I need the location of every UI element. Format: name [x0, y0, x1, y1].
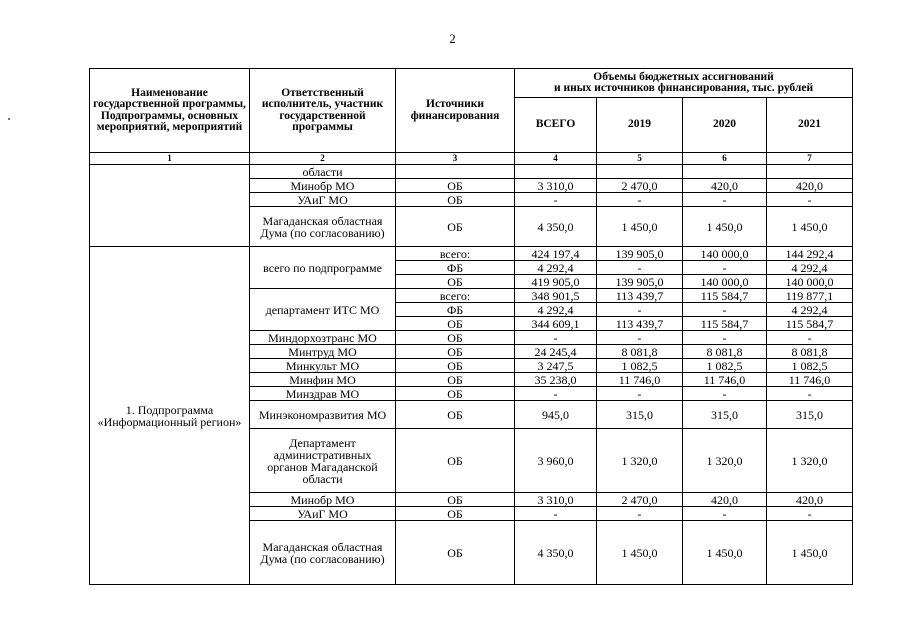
y2019-cell: 315,0 — [597, 401, 683, 429]
total-cell — [515, 165, 597, 179]
y2019-cell — [597, 165, 683, 179]
header-name: Наименование государственной программы, Подпрограммы, основных мероприятий, мероприятий — [90, 69, 250, 153]
source-cell: ОБ — [396, 193, 515, 207]
y2020-cell: - — [683, 507, 767, 521]
y2020-cell: - — [683, 331, 767, 345]
y2020-cell: 1 450,0 — [683, 521, 767, 585]
y2019-cell: 11 746,0 — [597, 373, 683, 387]
total-cell: 424 197,4 — [515, 247, 597, 261]
y2021-cell: - — [767, 331, 853, 345]
y2021-cell: 119 877,1 — [767, 289, 853, 303]
col-number: 7 — [767, 153, 853, 165]
executor-cell: области — [250, 165, 396, 179]
y2019-cell: 2 470,0 — [597, 179, 683, 193]
y2019-cell: - — [597, 387, 683, 401]
col-number: 1 — [90, 153, 250, 165]
total-cell: 3 960,0 — [515, 429, 597, 493]
executor-cell: Магаданская областная Дума (по согласованию) — [250, 207, 396, 247]
executor-cell: Минобр МО — [250, 493, 396, 507]
y2020-cell: 1 320,0 — [683, 429, 767, 493]
y2021-cell: - — [767, 507, 853, 521]
scan-speck — [8, 118, 10, 120]
y2021-cell: - — [767, 387, 853, 401]
name-cell-empty — [90, 165, 250, 247]
y2020-cell: 1 082,5 — [683, 359, 767, 373]
y2020-cell: 420,0 — [683, 179, 767, 193]
y2019-cell: 139 905,0 — [597, 275, 683, 289]
page-number: 2 — [449, 31, 456, 46]
source-cell: ОБ — [396, 317, 515, 331]
y2020-cell: 115 584,7 — [683, 317, 767, 331]
total-cell: 35 238,0 — [515, 373, 597, 387]
y2021-cell: 4 292,4 — [767, 303, 853, 317]
total-cell: - — [515, 387, 597, 401]
source-cell — [396, 165, 515, 179]
y2019-cell: - — [597, 261, 683, 275]
header-executor: Ответственный исполнитель, участник государственной программы — [250, 69, 396, 153]
executor-cell: УАиГ МО — [250, 193, 396, 207]
header-source: Источники финансирования — [396, 69, 515, 153]
header-volumes-line1: Объемы бюджетных ассигнований — [593, 70, 774, 83]
y2019-cell: 1 450,0 — [597, 207, 683, 247]
table-row — [90, 165, 853, 179]
total-cell: - — [515, 331, 597, 345]
y2019-cell: 113 439,7 — [597, 289, 683, 303]
total-cell: - — [515, 507, 597, 521]
total-cell: 348 901,5 — [515, 289, 597, 303]
col-number: 5 — [597, 153, 683, 165]
y2020-cell: 420,0 — [683, 493, 767, 507]
executor-cell: Миндорхозтранс МО — [250, 331, 396, 345]
source-cell: всего: — [396, 247, 515, 261]
source-cell: ОБ — [396, 373, 515, 387]
source-cell: ОБ — [396, 387, 515, 401]
col-number: 4 — [515, 153, 597, 165]
y2021-cell: 1 082,5 — [767, 359, 853, 373]
executor-cell: Департамент административных органов Магаданской области — [250, 429, 396, 493]
total-cell: 4 350,0 — [515, 207, 597, 247]
y2021-cell: 4 292,4 — [767, 261, 853, 275]
source-cell: ОБ — [396, 275, 515, 289]
y2019-cell: 1 082,5 — [597, 359, 683, 373]
y2021-cell: 115 584,7 — [767, 317, 853, 331]
y2019-cell: 1 320,0 — [597, 429, 683, 493]
header-2019: 2019 — [597, 98, 683, 153]
source-cell: ОБ — [396, 493, 515, 507]
col-number: 3 — [396, 153, 515, 165]
y2021-cell: 1 450,0 — [767, 207, 853, 247]
col-number: 2 — [250, 153, 396, 165]
y2020-cell: - — [683, 303, 767, 317]
executor-cell: Минздрав МО — [250, 387, 396, 401]
y2021-cell: 140 000,0 — [767, 275, 853, 289]
y2021-cell: 315,0 — [767, 401, 853, 429]
y2019-cell: 8 081,8 — [597, 345, 683, 359]
source-cell: ОБ — [396, 345, 515, 359]
source-cell: ФБ — [396, 303, 515, 317]
source-cell: ОБ — [396, 507, 515, 521]
executor-cell: Минобр МО — [250, 179, 396, 193]
y2020-cell: 315,0 — [683, 401, 767, 429]
y2019-cell: 139 905,0 — [597, 247, 683, 261]
y2020-cell: - — [683, 387, 767, 401]
executor-cell: Минфин МО — [250, 373, 396, 387]
source-cell: ОБ — [396, 179, 515, 193]
y2021-cell: 420,0 — [767, 493, 853, 507]
source-cell: ОБ — [396, 521, 515, 585]
table-row — [90, 247, 853, 261]
y2020-cell: 1 450,0 — [683, 207, 767, 247]
header-volumes-line2: и иных источников финансирования, тыс. рублей — [553, 82, 814, 94]
total-cell: 3 247,5 — [515, 359, 597, 373]
executor-cell: УАиГ МО — [250, 507, 396, 521]
y2021-cell: 1 320,0 — [767, 429, 853, 493]
y2019-cell: - — [597, 303, 683, 317]
total-cell: 4 350,0 — [515, 521, 597, 585]
y2019-cell: 2 470,0 — [597, 493, 683, 507]
total-cell: 3 310,0 — [515, 179, 597, 193]
y2021-cell — [767, 165, 853, 179]
executor-cell: Минкульт МО — [250, 359, 396, 373]
source-cell: ФБ — [396, 261, 515, 275]
y2019-cell: - — [597, 193, 683, 207]
source-cell: ОБ — [396, 429, 515, 493]
y2019-cell: - — [597, 507, 683, 521]
total-cell: 24 245,4 — [515, 345, 597, 359]
executor-cell: Магаданская областная Дума (по согласованию) — [250, 521, 396, 585]
y2021-cell: 1 450,0 — [767, 521, 853, 585]
total-cell: 419 905,0 — [515, 275, 597, 289]
y2021-cell: 144 292,4 — [767, 247, 853, 261]
header-2020: 2020 — [683, 98, 767, 153]
executor-cell: Минэкономразвития МО — [250, 401, 396, 429]
executor-cell: Минтруд МО — [250, 345, 396, 359]
y2021-cell: 11 746,0 — [767, 373, 853, 387]
y2020-cell: 8 081,8 — [683, 345, 767, 359]
source-cell: ОБ — [396, 331, 515, 345]
y2020-cell — [683, 165, 767, 179]
y2019-cell: - — [597, 331, 683, 345]
source-cell: всего: — [396, 289, 515, 303]
y2021-cell: - — [767, 193, 853, 207]
y2020-cell: 115 584,7 — [683, 289, 767, 303]
y2020-cell: - — [683, 261, 767, 275]
y2019-cell: 1 450,0 — [597, 521, 683, 585]
executor-cell: всего по подпрограмме — [250, 247, 396, 289]
source-cell: ОБ — [396, 401, 515, 429]
y2020-cell: - — [683, 193, 767, 207]
header-volumes — [515, 69, 853, 98]
col-number: 6 — [683, 153, 767, 165]
total-cell: 3 310,0 — [515, 493, 597, 507]
y2020-cell: 11 746,0 — [683, 373, 767, 387]
header-total: ВСЕГО — [515, 98, 597, 153]
y2020-cell: 140 000,0 — [683, 247, 767, 261]
program-name: 1. Подпрограмма «Информационный регион» — [90, 247, 250, 585]
header-2021: 2021 — [767, 98, 853, 153]
source-cell: ОБ — [396, 207, 515, 247]
y2019-cell: 113 439,7 — [597, 317, 683, 331]
total-cell: - — [515, 193, 597, 207]
executor-cell: департамент ИТС МО — [250, 289, 396, 331]
y2021-cell: 8 081,8 — [767, 345, 853, 359]
total-cell: 4 292,4 — [515, 261, 597, 275]
source-cell: ОБ — [396, 359, 515, 373]
y2021-cell: 420,0 — [767, 179, 853, 193]
total-cell: 344 609,1 — [515, 317, 597, 331]
budget-table — [89, 68, 853, 585]
y2020-cell: 140 000,0 — [683, 275, 767, 289]
total-cell: 4 292,4 — [515, 303, 597, 317]
total-cell: 945,0 — [515, 401, 597, 429]
